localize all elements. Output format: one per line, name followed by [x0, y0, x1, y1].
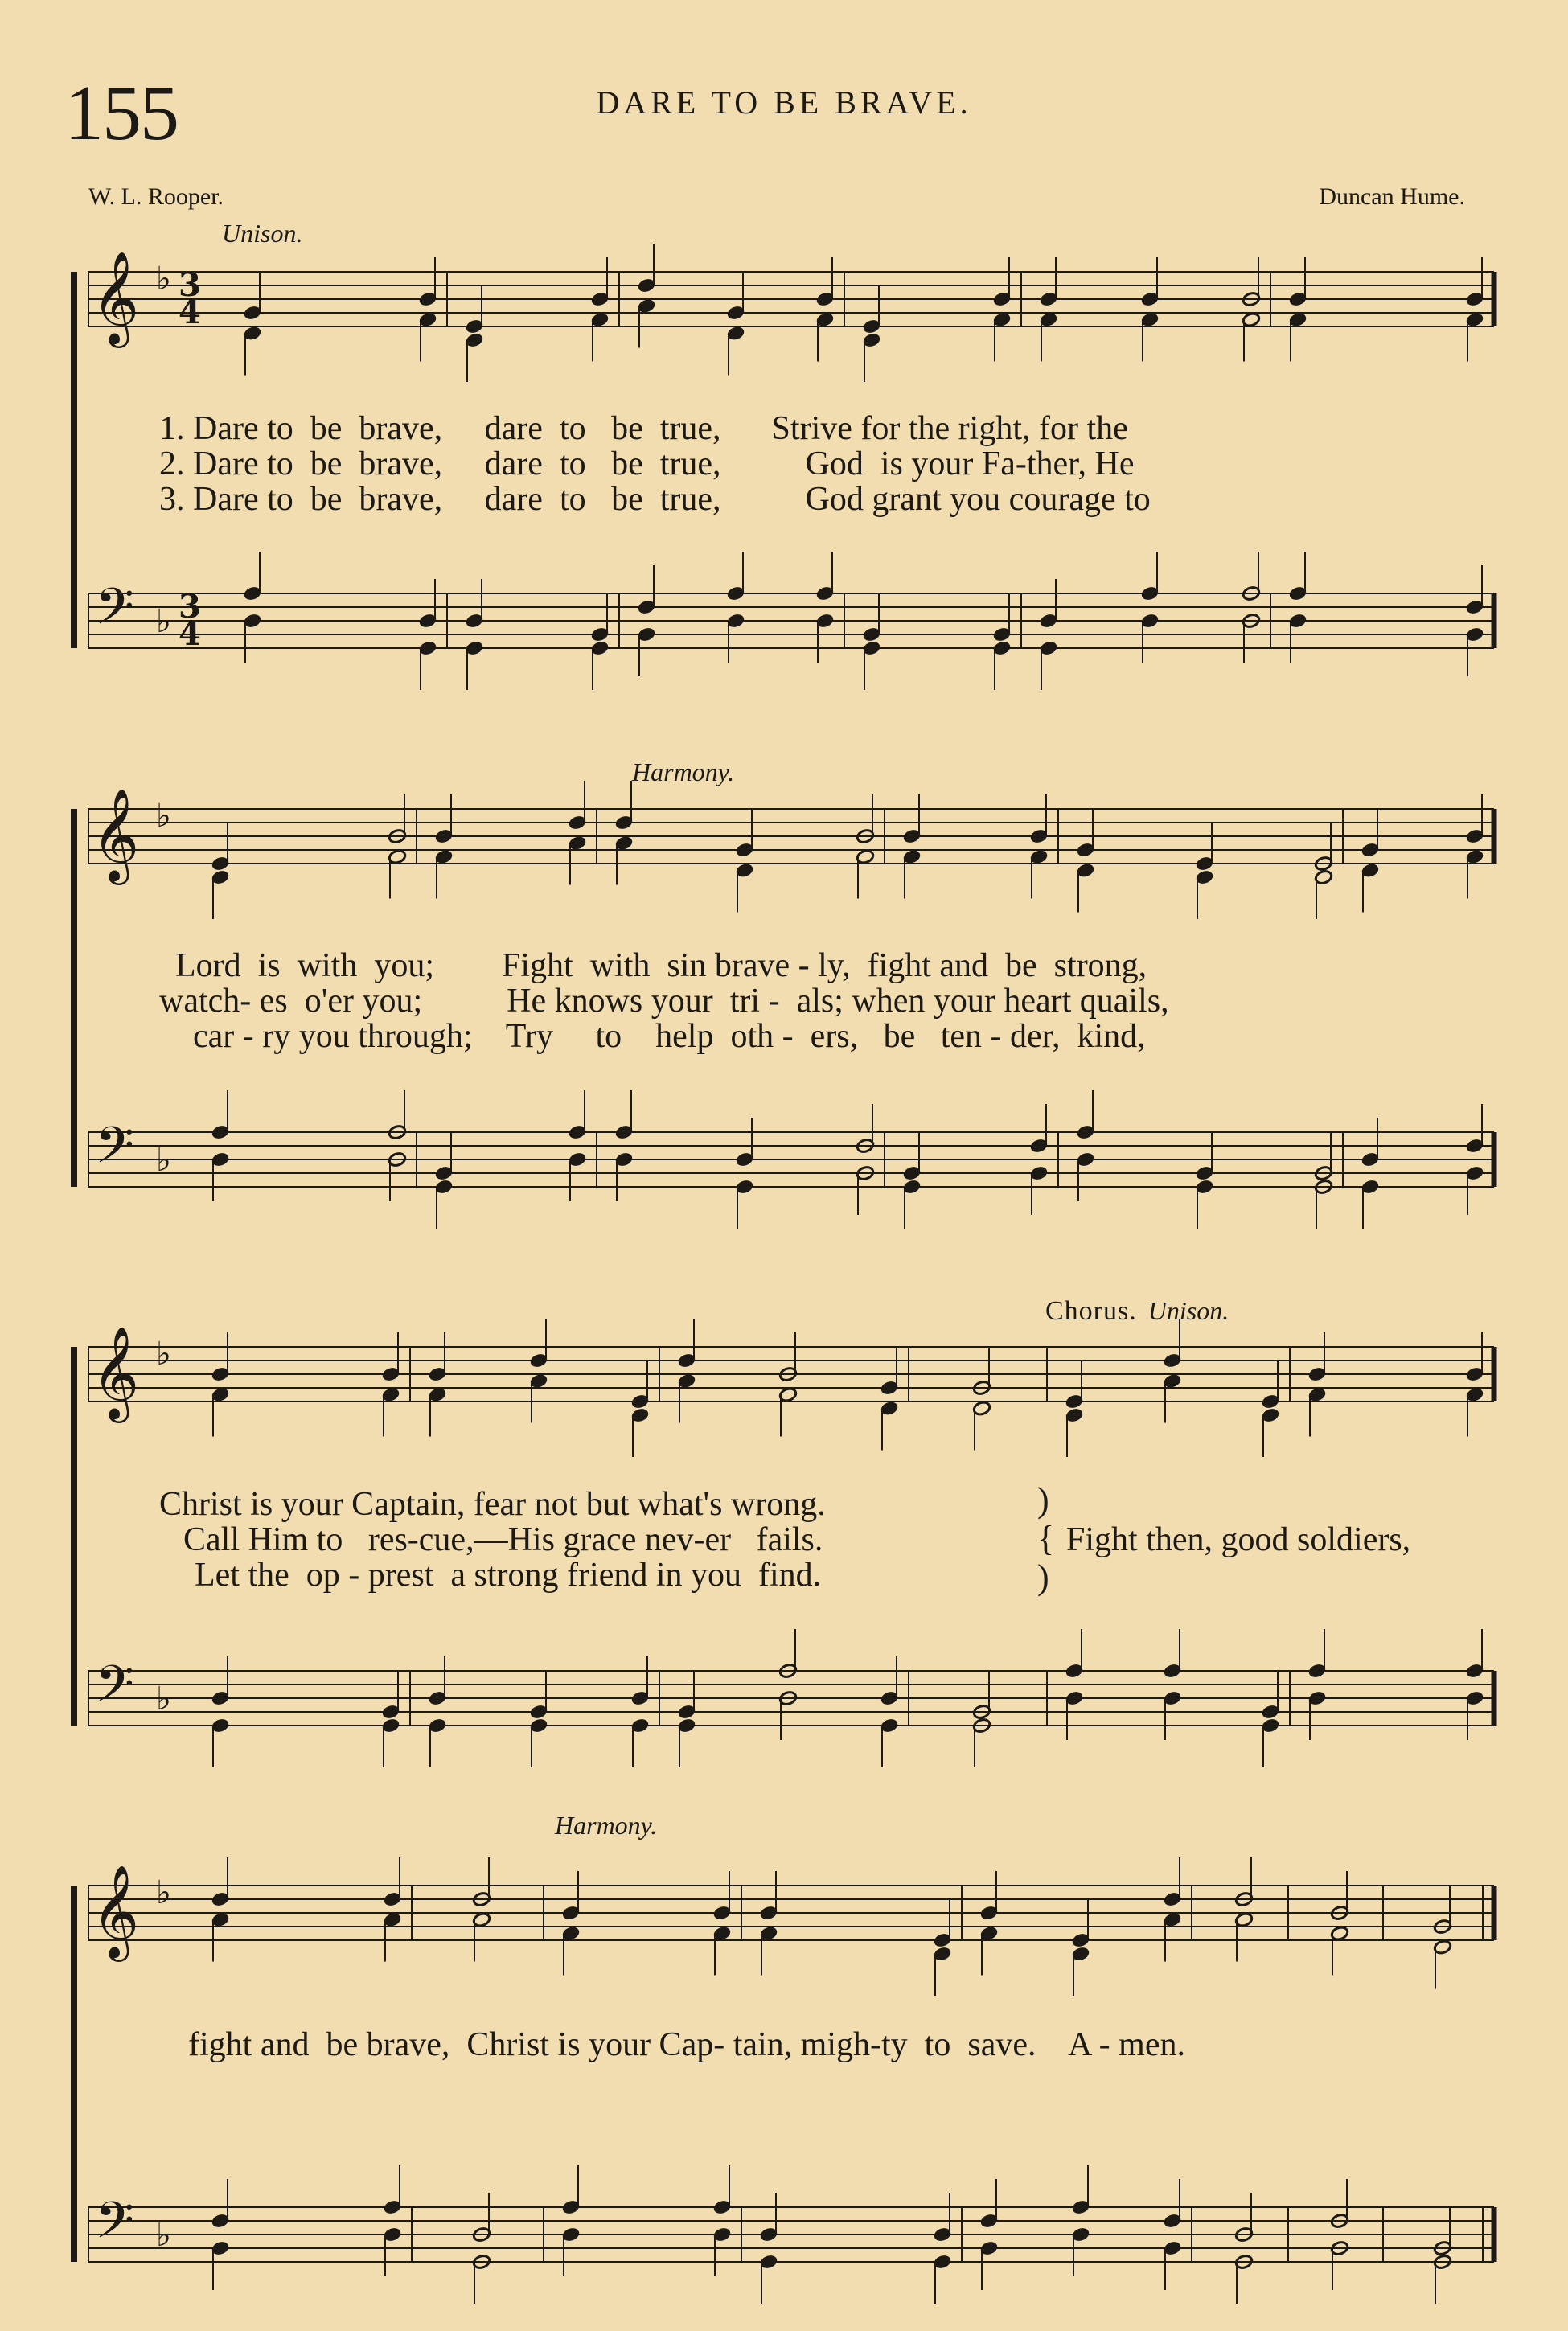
lyric-line: car - ry you through; Try to help oth - ers, be ten - der, kind,: [193, 1018, 1146, 1055]
direction-unison: Unison.: [222, 219, 303, 248]
key-flat-icon: ♭: [156, 1142, 171, 1179]
lyric-line: Let the op - prest a strong friend in you find.: [195, 1557, 822, 1594]
author-music: Duncan Hume.: [1319, 183, 1465, 210]
direction-harmony: Harmony.: [632, 757, 735, 786]
bass-clef-icon: 𝄢: [95, 1115, 134, 1187]
bass-clef-icon: 𝄢: [95, 2190, 134, 2262]
key-flat-icon: ♭: [156, 1874, 171, 1911]
key-flat-icon: ♭: [156, 1681, 171, 1717]
treble-clef-icon: 𝄞: [92, 787, 140, 881]
chorus-unison-label: Unison.: [1147, 1296, 1229, 1325]
time-signature: 3: [179, 588, 201, 626]
lyric-line: Call Him to res-cue,—His grace nev-er fails.: [183, 1521, 823, 1558]
lyric-line: 2. Dare to be brave, dare to be true, God is your Fa-ther, He: [159, 445, 1135, 482]
key-flat-icon: ♭: [156, 261, 171, 298]
lyric-line: 1. Dare to be brave, dare to be true, Strive for the right, for the: [159, 410, 1128, 447]
time-signature: 3: [179, 266, 201, 304]
author-words: W. L. Rooper.: [88, 183, 224, 210]
treble-clef-icon: 𝄞: [92, 1864, 140, 1958]
lyric-line: 3. Dare to be brave, dare to be true, God grant you courage to: [159, 481, 1151, 518]
lyric-brace-end: ): [1037, 1557, 1049, 1597]
bass-clef-icon: 𝄢: [95, 1654, 134, 1726]
lyric-line: watch- es o'er you; He knows your tri - als; when your heart quails,: [159, 983, 1169, 1020]
treble-clef-icon: 𝄞: [92, 1325, 140, 1419]
direction-harmony-2: Harmony.: [555, 1811, 658, 1840]
lyric-brace-middle: {: [1037, 1519, 1055, 1558]
bass-clef-icon: 𝄢: [95, 577, 134, 648]
key-flat-icon: ♭: [156, 1336, 171, 1373]
refrain-line: Fight then, good soldiers,: [1066, 1521, 1411, 1558]
treble-clef-icon: 𝄞: [92, 250, 140, 344]
lyric-line: fight and be brave, Christ is your Cap- tain, migh-ty to save. A - men.: [188, 2026, 1185, 2063]
lyric-line: Christ is your Captain, fear not but what's wrong.: [159, 1486, 826, 1523]
hymn-number: 155: [64, 70, 178, 157]
chorus-label: Chorus.: [1045, 1296, 1137, 1326]
lyric-line: Lord is with you; Fight with sin brave - ly, fight and be strong,: [175, 947, 1147, 984]
lyric-brace-right: ): [1037, 1480, 1049, 1520]
key-flat-icon: ♭: [156, 2217, 171, 2254]
hymn-title: DARE TO BE BRAVE.: [596, 84, 972, 121]
key-flat-icon: ♭: [156, 798, 171, 835]
key-flat-icon: ♭: [156, 603, 171, 640]
time-signature: 4: [179, 293, 201, 331]
time-signature: 4: [179, 615, 201, 653]
